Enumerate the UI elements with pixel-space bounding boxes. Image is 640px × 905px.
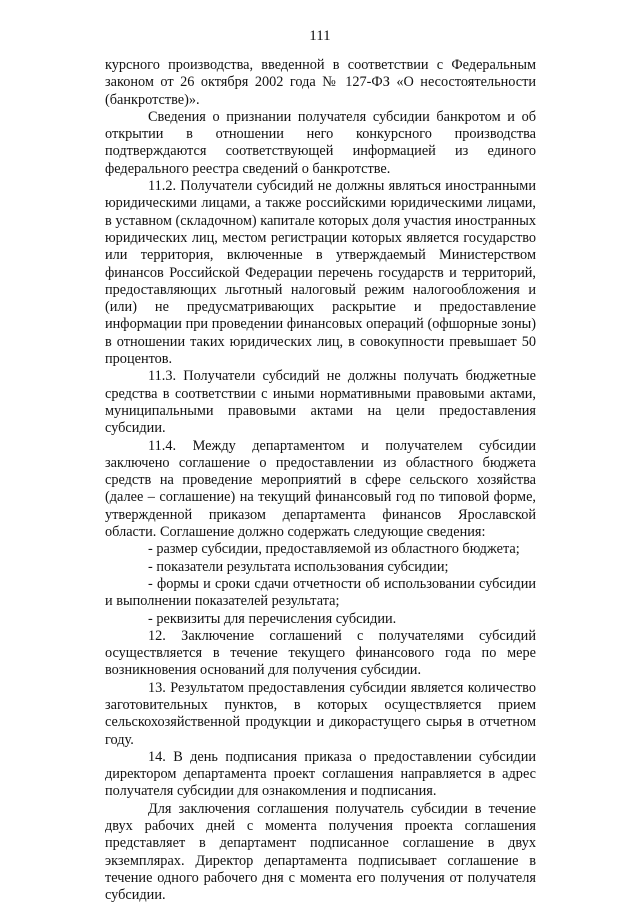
page-number: 111 — [309, 28, 331, 44]
paragraph-12: 12. Заключение соглашений с получателями субсидий осуществляется в течение текущего финансового года по мере возникновения оснований для получения субсидии. — [105, 627, 536, 679]
document-body — [105, 57, 536, 905]
list-item-bank-details: - реквизиты для перечисления субсидии. — [148, 610, 397, 627]
paragraph-bankruptcy-continuation: курсного производства, введенной в соответствии с Федеральным законом от 26 октября 2002 года № 127-ФЗ «О несостоятельности (банкротстве)». — [105, 57, 536, 108]
list-item-result-indicators: - показатели результата использования субсидии; — [148, 558, 449, 575]
paragraph-bankruptcy-registry: Сведения о признании получателя субсидии банкротом и об открытии в отношении него конкурсного производства подтверждаются соответствующей информацией из единого федерального реестра сведений о банкротстве. — [105, 108, 536, 177]
paragraph-13: 13. Результатом предоставления субсидии является количество заготовительных пунктов, в которых осуществляется прием сельскохозяйственной продукции и дикорастущего сырья в отчетном году. — [105, 679, 536, 748]
list-item-subsidy-amount: - размер субсидии, предоставляемой из областного бюджета; — [148, 541, 520, 558]
list-item-reporting-forms: - формы и сроки сдачи отчетности об использовании субсидии и выполнении показателей результата; — [105, 575, 536, 610]
paragraph-11-4: 11.4. Между департаментом и получателем субсидии заключено соглашение о предоставлении из областного бюджета средств на проведение мероприятий в сфере сельского хозяйства (далее – соглашение) на текущий финансовый год по типовой форме, утвержденной приказом департамента финансов Ярославской области. Соглашение должно содержать следующие сведения: — [105, 437, 536, 541]
paragraph-11-3: 11.3. Получатели субсидий не должны получать бюджетные средства в соответствии с иными нормативными правовыми актами, муниципальными правовыми актами на цели предоставления субсидии. — [105, 368, 536, 437]
paragraph-14: 14. В день подписания приказа о предоставлении субсидии директором департамента проект соглашения направляется в адрес получателя субсидии для ознакомления и подписания. — [105, 748, 536, 800]
paragraph-agreement-signing: Для заключения соглашения получатель субсидии в течение двух рабочих дней с момента получения проекта соглашения представляет в департамент подписанное соглашение в двух экземплярах. Директор департамента подписывает соглашение в течение одного рабочего дня с момента его получения от получателя субсидии. — [105, 800, 536, 904]
paragraph-11-2: 11.2. Получатели субсидий не должны являться иностранными юридическими лицами, а также российскими юридическими лицами, в уставном (складочном) капитале которых доля участия иностранных юридических лиц, местом регистрации которых является государство или территория, включенные в утверждаемый Министерством финансов Российской Федерации перечень государств и территорий, предоставляющих льготный налоговый режим налогообложения и (или) не предусматривающих раскрытие и предоставление информации при проведении финансовых операций (офшорные зоны) в отношении таких юридических лиц, в совокупности превышает 50 процентов. — [105, 178, 536, 368]
